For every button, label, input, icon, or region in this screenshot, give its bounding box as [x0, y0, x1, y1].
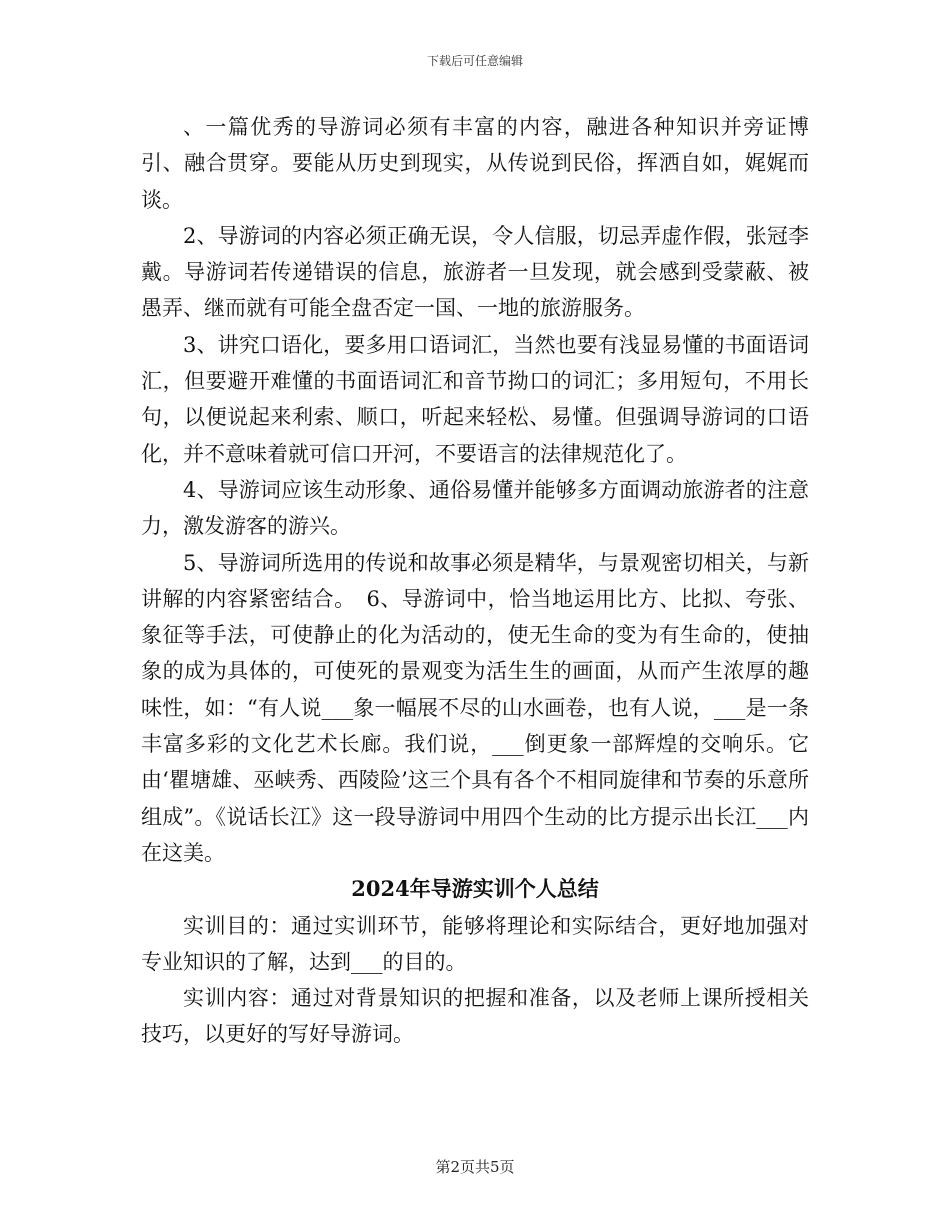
paragraph-2: 2、导游词的内容必须正确无误，令人信服，切忌弄虚作假，张冠李戴。导游词若传递错误的信息，旅游者一旦发现，就会感到受蒙蔽、被愚弄、继而就有可能全盘否定一国、一地的旅游服务。: [141, 223, 809, 321]
paragraph-3: 3、讲究口语化，要多用口语词汇，当然也要有浅显易懂的书面语词汇，但要避开难懂的书面语词汇和音节拗口的词汇；多用短句，不用长句，以便说起来利索、顺口，听起来轻松、易懂。但强调导游词的口语化，并不意味着就可信口开河，不要语言的法律规范化了。: [141, 332, 809, 466]
document-body: [141, 109, 809, 1053]
section-title: 2024年导游实训个人总结: [351, 876, 599, 902]
section-paragraph-2: 实训内容：通过对背景知识的把握和准备，以及老师上课所授相关技巧，以更好的写好导游词。: [141, 986, 809, 1047]
section-paragraph-1: 实训目的：通过实训环节，能够将理论和实际结合，更好地加强对专业知识的了解，达到___的目的。: [141, 913, 809, 974]
page-number: 第2页共5页: [435, 1158, 515, 1176]
paragraph-5: 5、导游词所选用的传说和故事必须是精华，与景观密切相关，与新讲解的内容紧密结合。 6、导游词中，恰当地运用比方、比拟、夸张、象征等手法，可使静止的化为活动的，使无生命的变为有生命的，使抽象的成为具体的，可使死的景观变为活生生的画面，从而产生浓厚的趣味性，如：“有人说___象一幅展不尽的山水画卷，也有人说，___是一条丰富多彩的文化艺术长廊。我们说，___倒更象一部辉煌的交响乐。它由‘瞿塘雄、巫峡秀、西陵险’这三个具有各个不相同旋律和节奏的乐意所组成”。《说话长江》这一段导游词中用四个生动的比方提示出长江___内在这美。: [141, 550, 809, 865]
paragraph-1: 、一篇优秀的导游词必须有丰富的内容，融进各种知识并旁证博引、融合贯穿。要能从历史到现实，从传说到民俗，挥洒自如，娓娓而谈。: [141, 115, 809, 212]
page-header: 下载后可任意编辑: [426, 54, 523, 68]
paragraph-4: 4、导游词应该生动形象、通俗易懂并能够多方面调动旅游者的注意力，激发游客的游兴。: [141, 477, 809, 539]
